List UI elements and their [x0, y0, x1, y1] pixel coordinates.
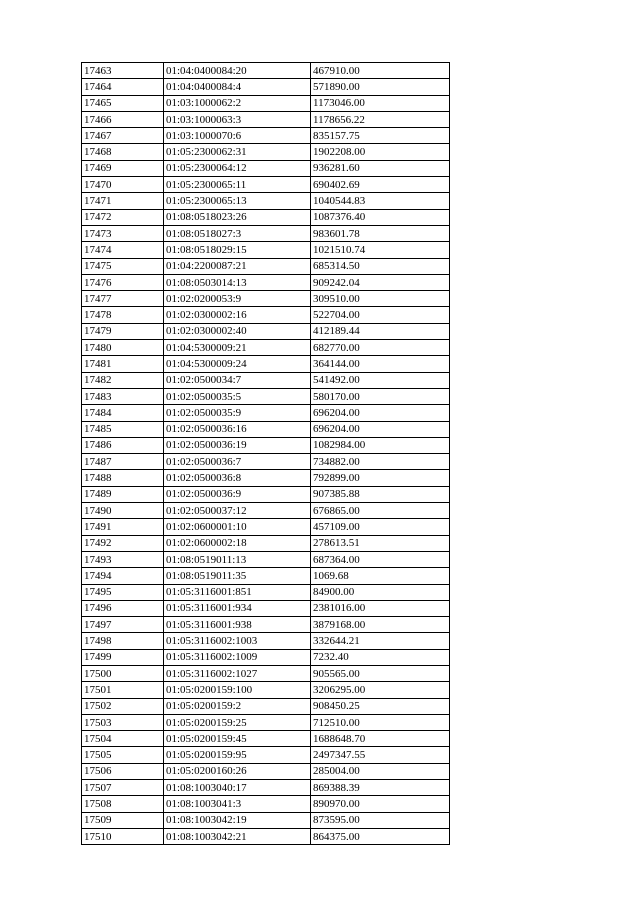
row-number-cell: 17468	[82, 144, 164, 160]
table-row	[82, 160, 450, 176]
row-number-cell: 17493	[82, 551, 164, 567]
cadastral-number-cell: 01:08:0519011:35	[164, 568, 311, 584]
table-row	[82, 209, 450, 225]
cadastral-number-cell: 01:05:0200159:2	[164, 698, 311, 714]
row-number-cell: 17502	[82, 698, 164, 714]
cadastral-number-cell: 01:04:2200087:21	[164, 258, 311, 274]
row-number-cell: 17505	[82, 747, 164, 763]
table-row	[82, 665, 450, 681]
row-number-cell: 17492	[82, 535, 164, 551]
table-row	[82, 470, 450, 486]
table-row	[82, 535, 450, 551]
amount-cell: 7232.40	[311, 649, 450, 665]
table-row	[82, 340, 450, 356]
table-row	[82, 63, 450, 79]
cadastral-number-cell: 01:04:5300009:24	[164, 356, 311, 372]
table-row	[82, 437, 450, 453]
amount-cell: 571890.00	[311, 79, 450, 95]
row-number-cell: 17477	[82, 291, 164, 307]
table-row	[82, 128, 450, 144]
amount-cell: 909242.04	[311, 274, 450, 290]
row-number-cell: 17489	[82, 486, 164, 502]
cadastral-number-cell: 01:08:0503014:13	[164, 274, 311, 290]
table-row	[82, 356, 450, 372]
cadastral-number-cell: 01:03:1000063:3	[164, 111, 311, 127]
table-row	[82, 193, 450, 209]
cadastral-number-cell: 01:02:0300002:40	[164, 323, 311, 339]
amount-cell: 687364.00	[311, 551, 450, 567]
table-row	[82, 551, 450, 567]
amount-cell: 890970.00	[311, 796, 450, 812]
row-number-cell: 17470	[82, 177, 164, 193]
table-row	[82, 633, 450, 649]
row-number-cell: 17506	[82, 763, 164, 779]
cadastral-number-cell: 01:02:0200053:9	[164, 291, 311, 307]
row-number-cell: 17464	[82, 79, 164, 95]
cadastral-number-cell: 01:02:0500035:9	[164, 405, 311, 421]
table-row	[82, 144, 450, 160]
cadastral-number-cell: 01:05:3116002:1027	[164, 665, 311, 681]
table-row	[82, 519, 450, 535]
data-table	[81, 62, 450, 845]
row-number-cell: 17463	[82, 63, 164, 79]
cadastral-number-cell: 01:05:3116002:1009	[164, 649, 311, 665]
cadastral-number-cell: 01:02:0600002:18	[164, 535, 311, 551]
table-row	[82, 388, 450, 404]
cadastral-number-cell: 01:05:3116002:1003	[164, 633, 311, 649]
amount-cell: 792899.00	[311, 470, 450, 486]
row-number-cell: 17497	[82, 617, 164, 633]
row-number-cell: 17504	[82, 731, 164, 747]
table-row	[82, 291, 450, 307]
amount-cell: 278613.51	[311, 535, 450, 551]
cadastral-number-cell: 01:04:5300009:21	[164, 340, 311, 356]
amount-cell: 983601.78	[311, 225, 450, 241]
table-row	[82, 323, 450, 339]
cadastral-number-cell: 01:02:0300002:16	[164, 307, 311, 323]
cadastral-number-cell: 01:08:1003040:17	[164, 780, 311, 796]
cadastral-number-cell: 01:02:0500036:16	[164, 421, 311, 437]
cadastral-number-cell: 01:05:0200160:26	[164, 763, 311, 779]
amount-cell: 690402.69	[311, 177, 450, 193]
row-number-cell: 17475	[82, 258, 164, 274]
amount-cell: 522704.00	[311, 307, 450, 323]
row-number-cell: 17501	[82, 682, 164, 698]
cadastral-number-cell: 01:08:1003041:3	[164, 796, 311, 812]
cadastral-number-cell: 01:08:0518027:3	[164, 225, 311, 241]
cadastral-number-cell: 01:05:2300062:31	[164, 144, 311, 160]
amount-cell: 835157.75	[311, 128, 450, 144]
table-row	[82, 454, 450, 470]
row-number-cell: 17481	[82, 356, 164, 372]
amount-cell: 2381016.00	[311, 600, 450, 616]
amount-cell: 1021510.74	[311, 242, 450, 258]
cadastral-number-cell: 01:08:1003042:19	[164, 812, 311, 828]
table-row	[82, 503, 450, 519]
cadastral-number-cell: 01:08:0519011:13	[164, 551, 311, 567]
amount-cell: 332644.21	[311, 633, 450, 649]
cadastral-number-cell: 01:02:0500036:19	[164, 437, 311, 453]
cadastral-number-cell: 01:05:2300065:11	[164, 177, 311, 193]
cadastral-number-cell: 01:02:0600001:10	[164, 519, 311, 535]
amount-cell: 1087376.40	[311, 209, 450, 225]
amount-cell: 1688648.70	[311, 731, 450, 747]
table-row	[82, 307, 450, 323]
amount-cell: 869388.39	[311, 780, 450, 796]
cadastral-number-cell: 01:08:0518029:15	[164, 242, 311, 258]
cadastral-number-cell: 01:05:0200159:45	[164, 731, 311, 747]
table-row	[82, 796, 450, 812]
table-row	[82, 225, 450, 241]
amount-cell: 3206295.00	[311, 682, 450, 698]
cadastral-number-cell: 01:05:2300065:13	[164, 193, 311, 209]
table-row	[82, 763, 450, 779]
table-row	[82, 421, 450, 437]
amount-cell: 685314.50	[311, 258, 450, 274]
row-number-cell: 17487	[82, 454, 164, 470]
cadastral-number-cell: 01:04:0400084:20	[164, 63, 311, 79]
amount-cell: 908450.25	[311, 698, 450, 714]
row-number-cell: 17482	[82, 372, 164, 388]
amount-cell: 712510.00	[311, 714, 450, 730]
table-row	[82, 747, 450, 763]
cadastral-number-cell: 01:08:1003042:21	[164, 828, 311, 844]
amount-cell: 676865.00	[311, 503, 450, 519]
cadastral-number-cell: 01:02:0500036:9	[164, 486, 311, 502]
row-number-cell: 17498	[82, 633, 164, 649]
row-number-cell: 17466	[82, 111, 164, 127]
table-row	[82, 274, 450, 290]
row-number-cell: 17478	[82, 307, 164, 323]
row-number-cell: 17508	[82, 796, 164, 812]
cadastral-number-cell: 01:05:3116001:851	[164, 584, 311, 600]
row-number-cell: 17490	[82, 503, 164, 519]
row-number-cell: 17474	[82, 242, 164, 258]
row-number-cell: 17499	[82, 649, 164, 665]
cadastral-number-cell: 01:04:0400084:4	[164, 79, 311, 95]
amount-cell: 873595.00	[311, 812, 450, 828]
table-row	[82, 649, 450, 665]
amount-cell: 541492.00	[311, 372, 450, 388]
amount-cell: 1902208.00	[311, 144, 450, 160]
amount-cell: 1069.68	[311, 568, 450, 584]
amount-cell: 864375.00	[311, 828, 450, 844]
row-number-cell: 17476	[82, 274, 164, 290]
cadastral-number-cell: 01:02:0500036:7	[164, 454, 311, 470]
amount-cell: 457109.00	[311, 519, 450, 535]
row-number-cell: 17488	[82, 470, 164, 486]
row-number-cell: 17509	[82, 812, 164, 828]
row-number-cell: 17491	[82, 519, 164, 535]
table-row	[82, 714, 450, 730]
table-row	[82, 258, 450, 274]
table-row	[82, 486, 450, 502]
amount-cell: 467910.00	[311, 63, 450, 79]
table-body	[82, 63, 450, 845]
table-row	[82, 698, 450, 714]
cadastral-number-cell: 01:05:2300064:12	[164, 160, 311, 176]
row-number-cell: 17495	[82, 584, 164, 600]
row-number-cell: 17485	[82, 421, 164, 437]
amount-cell: 734882.00	[311, 454, 450, 470]
row-number-cell: 17496	[82, 600, 164, 616]
cadastral-number-cell: 01:03:1000070:6	[164, 128, 311, 144]
table-row	[82, 617, 450, 633]
row-number-cell: 17479	[82, 323, 164, 339]
amount-cell: 364144.00	[311, 356, 450, 372]
row-number-cell: 17494	[82, 568, 164, 584]
row-number-cell: 17472	[82, 209, 164, 225]
amount-cell: 936281.60	[311, 160, 450, 176]
amount-cell: 580170.00	[311, 388, 450, 404]
row-number-cell: 17486	[82, 437, 164, 453]
table-row	[82, 79, 450, 95]
row-number-cell: 17503	[82, 714, 164, 730]
amount-cell: 1040544.83	[311, 193, 450, 209]
row-number-cell: 17510	[82, 828, 164, 844]
row-number-cell: 17483	[82, 388, 164, 404]
cadastral-number-cell: 01:02:0500035:5	[164, 388, 311, 404]
amount-cell: 309510.00	[311, 291, 450, 307]
cadastral-number-cell: 01:02:0500034:7	[164, 372, 311, 388]
row-number-cell: 17465	[82, 95, 164, 111]
table-row	[82, 372, 450, 388]
amount-cell: 84900.00	[311, 584, 450, 600]
row-number-cell: 17469	[82, 160, 164, 176]
cadastral-number-cell: 01:05:3116001:934	[164, 600, 311, 616]
row-number-cell: 17473	[82, 225, 164, 241]
cadastral-number-cell: 01:05:0200159:100	[164, 682, 311, 698]
table-row	[82, 682, 450, 698]
amount-cell: 696204.00	[311, 421, 450, 437]
amount-cell: 412189.44	[311, 323, 450, 339]
amount-cell: 682770.00	[311, 340, 450, 356]
amount-cell: 1173046.00	[311, 95, 450, 111]
cadastral-number-cell: 01:05:3116001:938	[164, 617, 311, 633]
amount-cell: 2497347.55	[311, 747, 450, 763]
table-row	[82, 812, 450, 828]
row-number-cell: 17484	[82, 405, 164, 421]
cadastral-number-cell: 01:03:1000062:2	[164, 95, 311, 111]
cadastral-number-cell: 01:02:0500037:12	[164, 503, 311, 519]
amount-cell: 905565.00	[311, 665, 450, 681]
amount-cell: 285004.00	[311, 763, 450, 779]
table-row	[82, 95, 450, 111]
amount-cell: 907385.88	[311, 486, 450, 502]
amount-cell: 696204.00	[311, 405, 450, 421]
row-number-cell: 17467	[82, 128, 164, 144]
row-number-cell: 17480	[82, 340, 164, 356]
cadastral-number-cell: 01:08:0518023:26	[164, 209, 311, 225]
table-row	[82, 242, 450, 258]
table-row	[82, 731, 450, 747]
row-number-cell: 17507	[82, 780, 164, 796]
cadastral-number-cell: 01:05:0200159:95	[164, 747, 311, 763]
amount-cell: 1178656.22	[311, 111, 450, 127]
row-number-cell: 17471	[82, 193, 164, 209]
row-number-cell: 17500	[82, 665, 164, 681]
table-row	[82, 177, 450, 193]
table-row	[82, 111, 450, 127]
table-row	[82, 584, 450, 600]
table-row	[82, 828, 450, 844]
table-row	[82, 600, 450, 616]
amount-cell: 3879168.00	[311, 617, 450, 633]
table-row	[82, 780, 450, 796]
table-row	[82, 405, 450, 421]
cadastral-number-cell: 01:02:0500036:8	[164, 470, 311, 486]
amount-cell: 1082984.00	[311, 437, 450, 453]
table-row	[82, 568, 450, 584]
cadastral-number-cell: 01:05:0200159:25	[164, 714, 311, 730]
